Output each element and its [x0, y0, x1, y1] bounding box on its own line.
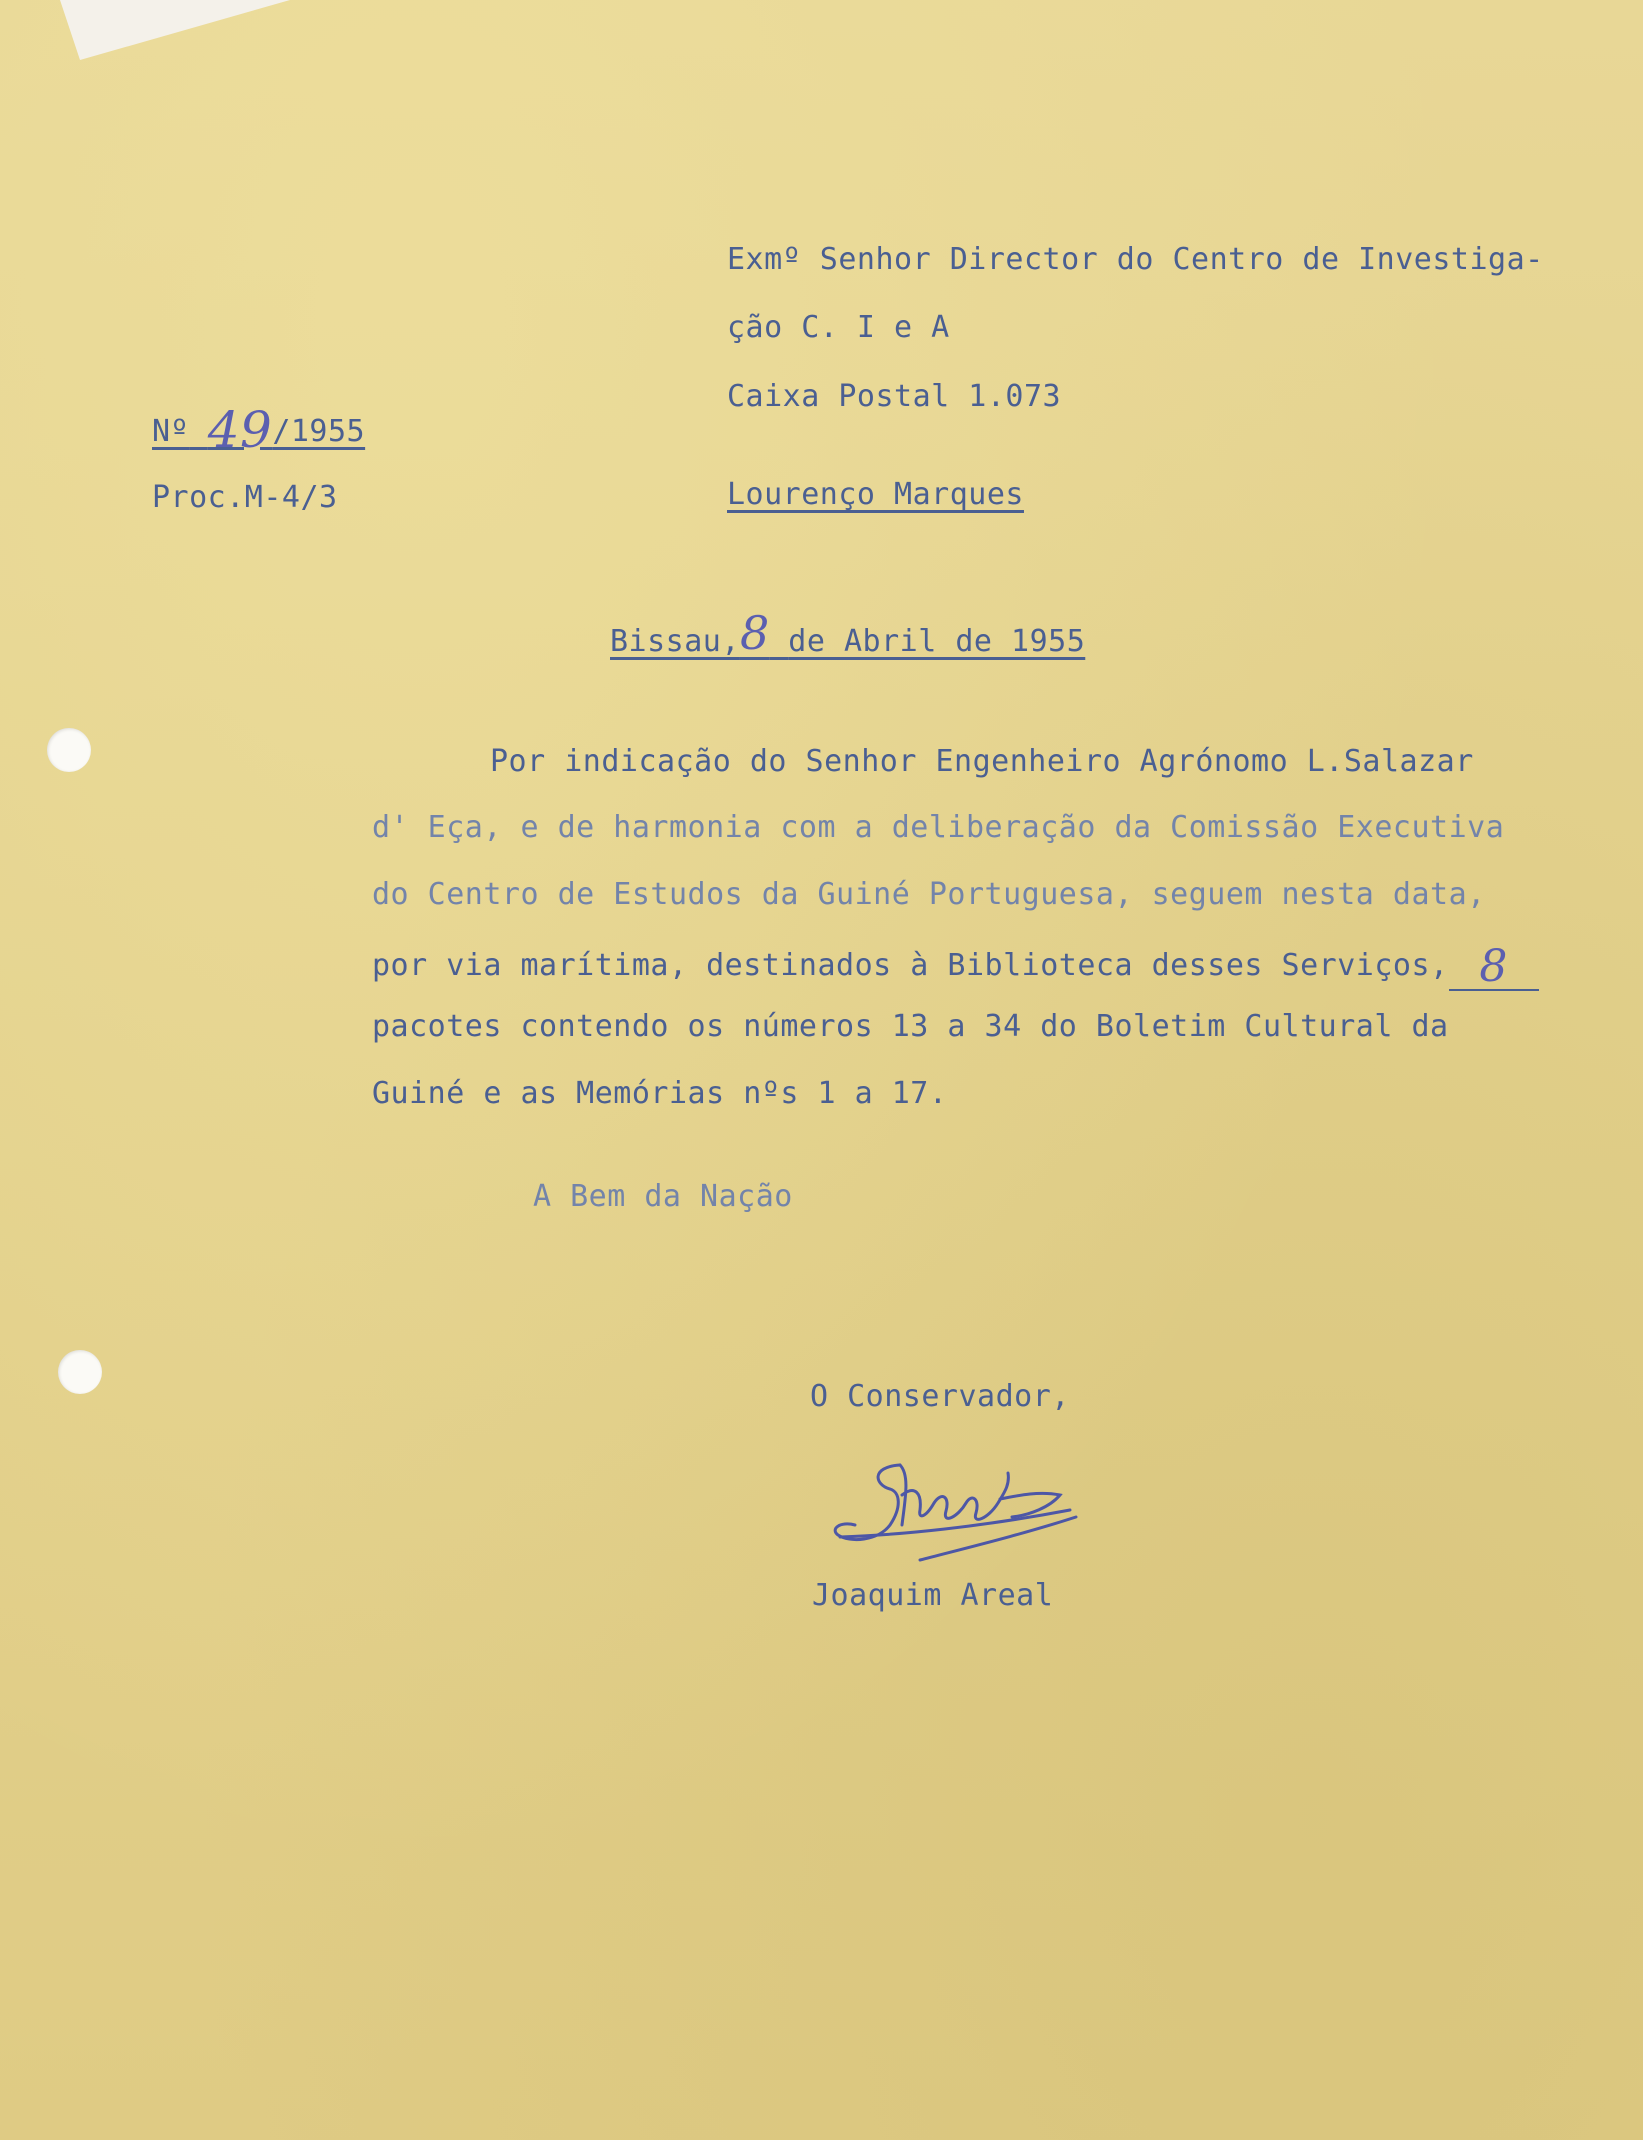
- body-line-2: d' Eça, e de harmonia com a deliberação da Comissão Executiva: [372, 810, 1505, 845]
- date-day-handwritten: 8: [739, 606, 770, 660]
- punch-hole-top: [47, 728, 91, 772]
- handwritten-package-count: 8: [1479, 941, 1508, 992]
- process-reference: Proc.M-4/3: [152, 480, 338, 515]
- handwritten-package-count-field: [1449, 941, 1539, 992]
- reference-number: [152, 401, 366, 459]
- body-line-6: Guiné e as Memórias nºs 1 a 17.: [372, 1076, 948, 1111]
- torn-corner: [60, 0, 290, 60]
- body-line-3: do Centro de Estudos da Guiné Portuguesa, seguem nesta data,: [372, 877, 1486, 912]
- closing-salutation: A Bem da Nação: [533, 1179, 793, 1214]
- body-line-4: [372, 941, 1539, 992]
- signer-name: Joaquim Areal: [812, 1578, 1054, 1613]
- handwritten-signature: [830, 1455, 1100, 1575]
- reference-number-handwritten: 49: [207, 401, 273, 459]
- body-line-1: Por indicação do Senhor Engenheiro Agrónomo L.Salazar: [490, 744, 1474, 779]
- punch-hole-bottom: [58, 1350, 102, 1394]
- date-line: [610, 606, 1086, 660]
- date-place: Bissau,: [610, 624, 740, 659]
- reference-number-suffix: /1955: [272, 414, 366, 449]
- reference-number-prefix: Nº: [152, 414, 190, 449]
- date-month-year: de Abril de 1955: [788, 624, 1086, 659]
- body-line-4-text: por via marítima, destinados à Biblioteca desses Serviços,: [372, 948, 1449, 983]
- addressee-city: Lourenço Marques: [727, 477, 1024, 512]
- body-line-5: pacotes contendo os números 13 a 34 do Boletim Cultural da: [372, 1009, 1449, 1044]
- addressee-line-2: ção C. I e A: [727, 310, 950, 345]
- signer-title: O Conservador,: [810, 1379, 1070, 1414]
- addressee-postal-box: Caixa Postal 1.073: [727, 379, 1062, 414]
- addressee-line-1: Exmº Senhor Director do Centro de Investiga-: [727, 242, 1544, 277]
